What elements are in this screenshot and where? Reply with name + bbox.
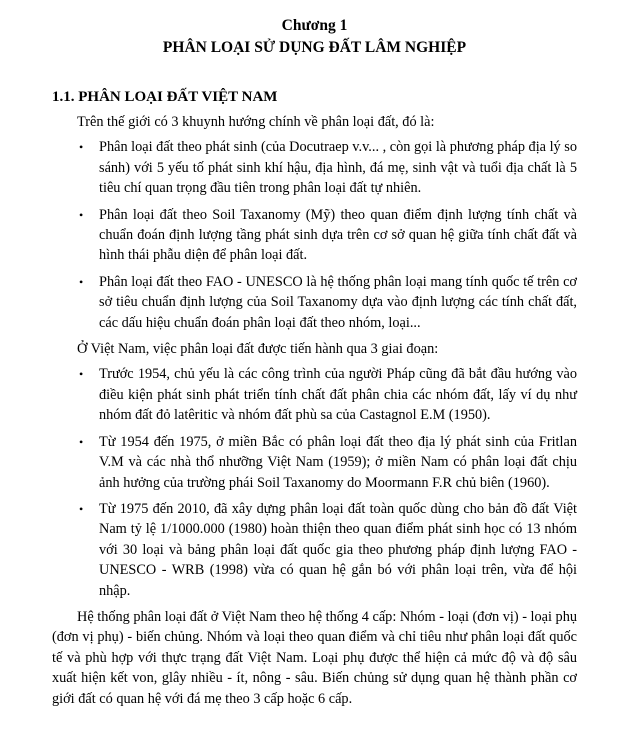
list-item	[79, 432, 577, 493]
list-item	[79, 137, 577, 198]
list-item	[79, 205, 577, 266]
list-item-text: Phân loại đất theo phát sinh (của Docutraep v.v... , còn gọi là phương pháp địa lý so sánh) với 5 yếu tố phát sinh khí hậu, địa hình, đá mẹ, sinh vật và tuổi địa chất là 5 tiêu chí quan trọng đầu tiên trong phân loại đất tự nhiên.	[99, 139, 577, 197]
list-item-text: Từ 1954 đến 1975, ở miền Bắc có phân loại đất theo địa lý phát sinh của Fritlan V.M và các nhà thổ nhưỡng Việt Nam (1959); ở miền Nam có phân loại đất chịu ảnh hưởng của trường phái Soil Taxanomy do Moormann F.R chủ biên (1960).	[99, 433, 577, 491]
vietnam-intro-paragraph: Ở Việt Nam, việc phân loại đất được tiến hành qua 3 giai đoạn:	[77, 341, 439, 358]
list-item-text: Trước 1954, chủ yếu là các công trình của người Pháp cũng đã bắt đầu hướng vào điều kiện phát sinh phát triển tính chất đất phân chia các nhóm đất, lấy ví dụ như nhóm đất đỏ latêritic và nhóm đất phù sa của Castagnol E.M (1950).	[99, 366, 577, 424]
bullet-icon: •	[79, 140, 84, 155]
list-item-text: Phân loại đất theo FAO - UNESCO là hệ thống phân loại mang tính quốc tế trên cơ sở tiêu chuẩn định lượng của Soil Taxanomy dựa vào định lượng các tính chất đất, các dấu hiệu chuẩn đoán phân loại đất theo nhóm, loại...	[99, 273, 577, 331]
world-trends-list	[52, 137, 577, 333]
bullet-icon: •	[79, 501, 84, 516]
bullet-icon: •	[79, 207, 84, 222]
list-item	[79, 272, 577, 333]
closing-paragraph: Hệ thống phân loại đất ở Việt Nam theo hệ thống 4 cấp: Nhóm - loại (đơn vị) - loại phụ (đơn vị phụ) - biến chủng. Nhóm và loại theo quan điểm và chỉ tiêu như phân loại đất quốc tế và phù hợp với thực trạng đất Việt Nam. Loại phụ được thể hiện cả mức độ và độ sâu xuất hiện kết von, glây nhiều - ít, nông - sâu. Biến chủng sử dụng quan hệ thành phần cơ giới đất có quan hệ với đá mẹ theo 3 cấp hoặc 6 cấp.	[52, 608, 577, 707]
bullet-icon: •	[79, 434, 84, 449]
bullet-icon: •	[79, 274, 84, 289]
chapter-number: Chương 1	[281, 17, 348, 34]
section-heading: 1.1. PHÂN LOẠI ĐẤT VIỆT NAM	[52, 89, 278, 105]
list-item	[79, 364, 577, 425]
list-item	[79, 499, 577, 601]
chapter-title: PHÂN LOẠI SỬ DỤNG ĐẤT LÂM NGHIỆP	[162, 39, 467, 56]
vietnam-stages-list	[52, 364, 577, 600]
intro-paragraph: Trên thế giới có 3 khuynh hướng chính về phân loại đất, đó là:	[77, 114, 435, 130]
list-item-text: Phân loại đất theo Soil Taxanomy (Mỹ) theo quan điểm định lượng tính chất và chuẩn đoán định lượng tầng phát sinh dựa trên cơ sở quan hệ giữa tính chất đất và hình thái phẫu diện để phân loại đất.	[99, 206, 577, 264]
list-item-text: Từ 1975 đến 2010, đã xây dựng phân loại đất toàn quốc dùng cho bản đồ đất Việt Nam tỷ lệ 1/1000.000 (1980) hoàn thiện theo quan điểm phát sinh học có 13 nhóm với 30 loại và bảng phân loại đất quốc gia theo phương pháp định lượng FAO - UNESCO - WRB (1998) vừa có quan hệ gắn bó với phân loại trên, vừa để hội nhập.	[99, 500, 577, 599]
bullet-icon: •	[79, 367, 84, 382]
